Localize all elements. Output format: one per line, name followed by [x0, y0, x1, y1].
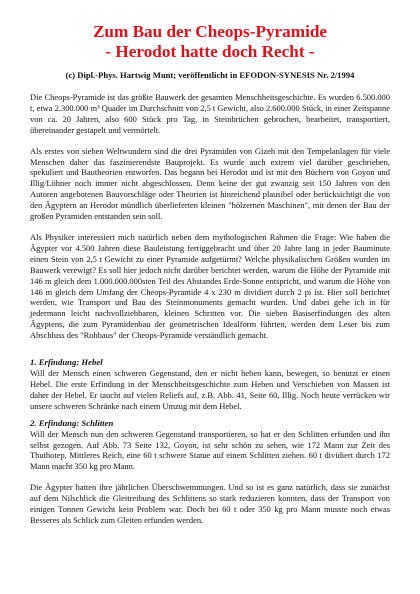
section-heading: 1. Erfindung: Hebel — [30, 357, 103, 368]
section-hebel — [30, 357, 390, 412]
section-paragraph: Will der Mensch einen schweren Gegenstand, den er nicht heben kann, bewegen, so benutzt er einen Hebel. Die erste Erfindung in der Menschheitsgeschichte zum Heben und Verschieben von Massen ist daher der Hebel. Er taucht auf vielen Reliefs auf, z.B. Abb. 41, Seite 60, Illig. Noch heute verrücken wir unsere schweren Schränke nach einem Umzug mit dem Hebel. — [30, 368, 390, 411]
section-paragraph: Will der Mensch nun den schweren Gegenstand transportieren, so hat er den Schlitten erfunden und ihn selbst gezogen. Auf Abb. 73 Seite 132, Goyon, ist sehr schön zu sehen, wie 172 Mann zur Zeit des Thuthotep, Mittleres Reich, eine 60 t schwere Statue auf einem Schlitten ziehen. 60 t dividiert durch 172 Mann macht 350 kg pro Mann. — [30, 428, 390, 472]
section-paragraph: Die Ägypter hatten ihre jährlichen Überschwemmungen. Und so ist es ganz natürlich, dass sie zunächst auf dem Nilschlick die Gleitreibung des Schlittens so stark reduzieren konnten, dass der Transport von einigen Tonnen Gewicht kein Problem war. Doch bei 60 t oder 350 kg pro Mann musste noch etwas Besseres als Schlick zum Gleiten erfunden werden. — [30, 482, 390, 525]
body-paragraph: Als Physiker interessiert mich natürlich neben dem mythologischen Rahmen die Frage: Wie haben die Ägypter vor 4.500 Jahren diese Bauleistung fertiggebracht und über 20 Jahre lang in jeder Bauminute einen Stein von 2,5 t Gewicht zu einer Pyramide aufgetürmt? Welche physikalischen Größen wurden im Bauwerk verewigt? Es soll hier jedoch nicht darüber berichtet werden, warum die Höhe der Pyramide mit 146 m gleich dem 1.000.000.000sten Teil des Abstandes Erde-Sonne entspricht, und warum die Höhe von 146 m gleich dem Umfang der Cheops-Pyramide 4 x 230 m dividiert durch 2 pi ist. Hier soll berichtet werden, wie Transport und Bau des Steinmonuments gemacht wurden. Und dabei gehe ich in für jedermann leicht nachvollziehbaren, kleinen Schritten vor. Die sieben Basiserfindungen des alten Ägyptens, die zum Pyramidenbau der geometrischen Idealform führten, werden dem Leser bis zum Abschluss des "Rohbaus" der Cheops-Pyramide verständlich gemacht. — [30, 231, 390, 341]
author-byline: (c) Dipl.-Phys. Hartwig Munt; veröffentlicht in EFODON-SYNESIS Nr. 2/1994 — [65, 70, 355, 80]
document-subtitle: - Herodot hatte doch Recht - — [105, 42, 315, 61]
section-schlitten — [30, 418, 390, 526]
body-paragraph: Als erstes von sieben Weltwundern sind die drei Pyramiden von Gizeh mit den Tempelanlagen für viele Menschen daher das faszinierendste Bauprojekt. Es wurde auch extrem viel darüber geschrieben, spekuliert und Bautheorien entworfen. Das begann bei Herodot und ist mit den Büchern von Goyon und Illig/Löhner noch immer nicht abgeschlossen. Denn keine der gut zwanzig seit 150 Jahren von den Autoren angebotenen Bauvorschläge oder Theorien ist hinreichend plausibel oder berücksichtigt die von den Ägyptern an Herodot mündlich überlieferten kleinen "hölzernen Maschinen", mit denen der Bau der großen Pyramiden entstanden sein soll. — [30, 145, 390, 222]
document-title: Zum Bau der Cheops-Pyramide — [92, 22, 328, 41]
section-heading: 2. Erfindung: Schlitten — [30, 417, 114, 428]
intro-paragraph: Die Cheops-Pyramide ist das größte Bauwerk der gesamten Menschheitsgeschichte. Es wurden 6.500.000 t, etwa 2.300.000 m³ Quader im Durchschnitt von 2,5 t Gewicht, also 2.600.000 Stück, in einer Zeitspanne von ca. 20 Jahren, also 600 Stück pro Tag, in Steinbrüchen gebrochen, bearbeitet, transportiert, übereinander gestapelt und vermörtelt. — [30, 92, 390, 135]
